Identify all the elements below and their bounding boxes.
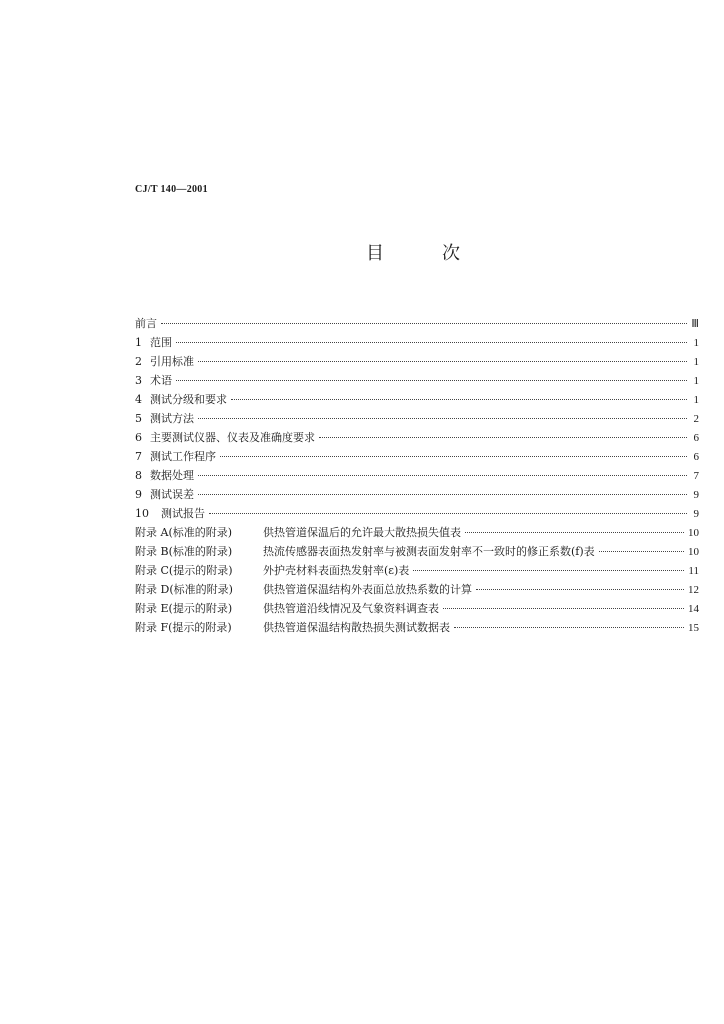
toc-entry-label: 供热管道保温结构外表面总放热系数的计算 bbox=[263, 583, 472, 596]
toc-entry-number: 1 bbox=[135, 336, 142, 349]
toc-entry-number: 9 bbox=[135, 488, 142, 501]
page-title-char-1: 目 bbox=[366, 243, 384, 264]
toc-leader-dots bbox=[413, 570, 684, 571]
toc-entry-page: 1 bbox=[693, 394, 699, 406]
toc-annex-entry bbox=[135, 542, 699, 561]
toc-entry-label: 供热管道沿线情况及气象资料调查表 bbox=[263, 602, 439, 615]
toc-leader-dots bbox=[176, 380, 687, 381]
toc-leader-dots bbox=[198, 494, 687, 495]
toc-annex-entry bbox=[135, 580, 699, 599]
toc-entry-page: 11 bbox=[688, 565, 699, 577]
toc-entry-label: 前言 bbox=[135, 317, 157, 330]
toc-entry bbox=[135, 466, 699, 485]
toc-entry-number: 8 bbox=[135, 469, 142, 482]
toc-leader-dots bbox=[220, 456, 687, 457]
toc-entry-page: 10 bbox=[688, 546, 699, 558]
toc-entry-label: 测试工作程序 bbox=[150, 450, 216, 463]
toc-leader-dots bbox=[443, 608, 684, 609]
toc-entry bbox=[135, 409, 699, 428]
toc-leader-dots bbox=[198, 361, 687, 362]
toc-entry bbox=[135, 390, 699, 409]
toc-entry-page: 1 bbox=[693, 375, 699, 387]
toc-leader-dots bbox=[476, 589, 684, 590]
toc-entry-page: 10 bbox=[688, 527, 699, 539]
toc-entry-page: 15 bbox=[688, 622, 699, 634]
toc-annex-id: 附录 F(提示的附录) bbox=[135, 621, 232, 634]
toc-entry-number: 4 bbox=[135, 393, 142, 406]
toc-annex-id: 附录 B(标准的附录) bbox=[135, 545, 233, 558]
toc-entry-label: 术语 bbox=[150, 374, 172, 387]
page-title-char-2: 次 bbox=[442, 243, 460, 264]
toc-entry bbox=[135, 504, 699, 523]
toc-entry-label: 数据处理 bbox=[150, 469, 194, 482]
toc-annex-id: 附录 C(提示的附录) bbox=[135, 564, 233, 577]
toc-leader-dots bbox=[465, 532, 684, 533]
toc-entry bbox=[135, 352, 699, 371]
toc-leader-dots bbox=[319, 437, 687, 438]
toc-entry bbox=[135, 447, 699, 466]
toc-entry-page: 7 bbox=[693, 470, 699, 482]
toc-entry-label: 供热管道保温结构散热损失测试数据表 bbox=[263, 621, 450, 634]
toc-leader-dots bbox=[231, 399, 687, 400]
toc-entry-page: 9 bbox=[693, 489, 699, 501]
toc-leader-dots bbox=[599, 551, 684, 552]
toc-entry-number: 10 bbox=[135, 507, 149, 520]
page-title bbox=[0, 242, 724, 266]
toc-entry-number: 6 bbox=[135, 431, 142, 444]
toc-entry-page: Ⅲ bbox=[691, 318, 699, 330]
toc-entry bbox=[135, 314, 699, 333]
toc-entry-page: 2 bbox=[693, 413, 699, 425]
toc-entry-page: 1 bbox=[693, 337, 699, 349]
toc-entry-label: 外护壳材料表面热发射率(ε)表 bbox=[263, 564, 410, 577]
toc-entry bbox=[135, 371, 699, 390]
toc-entry-page: 6 bbox=[693, 432, 699, 444]
table-of-contents bbox=[135, 314, 699, 637]
toc-entry-page: 9 bbox=[693, 508, 699, 520]
toc-entry-number: 3 bbox=[135, 374, 142, 387]
standard-code: CJ/T 140—2001 bbox=[135, 184, 208, 195]
toc-leader-dots bbox=[176, 342, 687, 343]
toc-entry-label: 测试误差 bbox=[150, 488, 194, 501]
toc-entry-page: 14 bbox=[688, 603, 699, 615]
toc-entry bbox=[135, 485, 699, 504]
toc-entry-page: 6 bbox=[693, 451, 699, 463]
toc-entry bbox=[135, 428, 699, 447]
toc-annex-id: 附录 E(提示的附录) bbox=[135, 602, 233, 615]
toc-entry-label: 引用标准 bbox=[150, 355, 194, 368]
toc-entry-number: 7 bbox=[135, 450, 142, 463]
toc-entry-number: 5 bbox=[135, 412, 142, 425]
toc-annex-entry bbox=[135, 618, 699, 637]
toc-leader-dots bbox=[161, 323, 687, 324]
toc-entry-label: 热流传感器表面热发射率与被测表面发射率不一致时的修正系数(f)表 bbox=[263, 545, 595, 558]
toc-entry-page: 12 bbox=[688, 584, 699, 596]
toc-entry-label: 测试分级和要求 bbox=[150, 393, 227, 406]
toc-entry-page: 1 bbox=[693, 356, 699, 368]
toc-annex-id: 附录 D(标准的附录) bbox=[135, 583, 233, 596]
toc-leader-dots bbox=[454, 627, 684, 628]
toc-leader-dots bbox=[198, 475, 687, 476]
toc-entry-label: 范围 bbox=[150, 336, 172, 349]
toc-annex-id: 附录 A(标准的附录) bbox=[135, 526, 233, 539]
toc-entry-label: 测试报告 bbox=[161, 507, 205, 520]
toc-annex-entry bbox=[135, 599, 699, 618]
toc-annex-entry bbox=[135, 561, 699, 580]
toc-entry-label: 主要测试仪器、仪表及准确度要求 bbox=[150, 431, 315, 444]
toc-leader-dots bbox=[198, 418, 687, 419]
toc-entry bbox=[135, 333, 699, 352]
toc-entry-number: 2 bbox=[135, 355, 142, 368]
toc-entry-label: 供热管道保温后的允许最大散热损失值表 bbox=[263, 526, 461, 539]
toc-leader-dots bbox=[209, 513, 687, 514]
toc-entry-label: 测试方法 bbox=[150, 412, 194, 425]
toc-annex-entry bbox=[135, 523, 699, 542]
